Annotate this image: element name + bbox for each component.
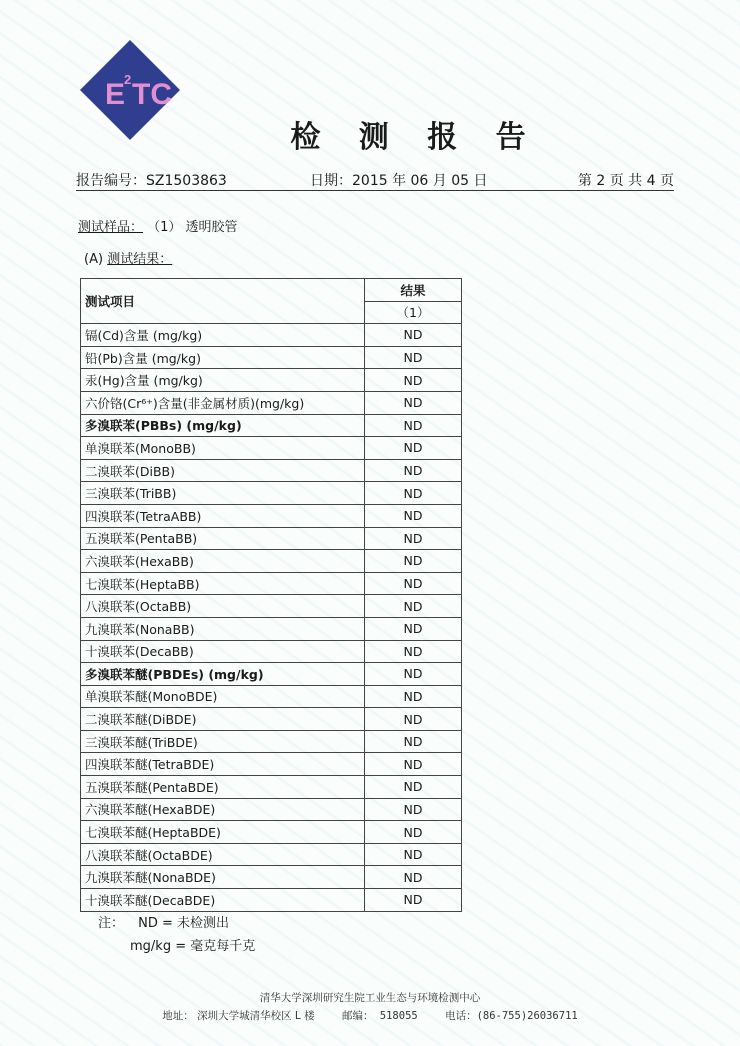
header-result: 结果 — [365, 279, 462, 302]
result-cell: ND — [365, 391, 462, 414]
footer-contact — [0, 1008, 740, 1023]
result-cell: ND — [365, 685, 462, 708]
result-cell: ND — [365, 708, 462, 731]
table-row — [81, 595, 462, 618]
test-item-cell: 单溴联苯(MonoBB) — [81, 437, 365, 460]
result-cell: ND — [365, 821, 462, 844]
test-item-cell: 汞(Hg)含量 (mg/kg) — [81, 369, 365, 392]
result-cell: ND — [365, 843, 462, 866]
test-item-cell: 四溴联苯(TetraABB) — [81, 504, 365, 527]
logo-letter-e: E — [105, 78, 126, 111]
test-item-cell: 十溴联苯(DecaBB) — [81, 640, 365, 663]
results-body — [81, 324, 462, 911]
note-mgkg: mg/kg = 毫克每千克 — [130, 939, 256, 954]
report-number: 报告编号：SZ1503863 — [76, 173, 227, 189]
result-cell: ND — [365, 753, 462, 776]
footer-address: 地址： 深圳大学城清华校区 L 楼 — [162, 1010, 315, 1022]
table-row — [81, 753, 462, 776]
table-row — [81, 776, 462, 799]
page-count: 第 2 页 共 4 页 — [577, 173, 674, 189]
result-cell: ND — [365, 459, 462, 482]
test-item-cell: 六溴联苯(HexaBB) — [81, 550, 365, 573]
table-row — [81, 730, 462, 753]
header-sample-number: （1） — [365, 301, 462, 324]
note-nd: ND = 未检测出 — [138, 916, 230, 931]
test-item-cell: 七溴联苯(HeptaBB) — [81, 572, 365, 595]
test-item-cell: 三溴联苯(TriBB) — [81, 482, 365, 505]
table-row — [81, 617, 462, 640]
test-item-cell: 单溴联苯醚(MonoBDE) — [81, 685, 365, 708]
result-cell: ND — [365, 414, 462, 437]
test-item-cell: 八溴联苯(OctaBB) — [81, 595, 365, 618]
table-row — [81, 369, 462, 392]
result-cell: ND — [365, 550, 462, 573]
result-cell: ND — [365, 572, 462, 595]
test-item-cell: 七溴联苯醚(HeptaBDE) — [81, 821, 365, 844]
test-sample-label: 测试样品： — [78, 220, 144, 235]
result-cell: ND — [365, 730, 462, 753]
table-row — [81, 482, 462, 505]
report-meta-row — [76, 168, 674, 191]
test-item-cell: 多溴联苯醚(PBDEs) (mg/kg) — [81, 663, 365, 686]
result-cell: ND — [365, 527, 462, 550]
footer-postcode: 邮编： 518055 — [341, 1010, 418, 1022]
result-cell: ND — [365, 866, 462, 889]
footer-phone: 电话：(86-755)26036711 — [445, 1010, 578, 1022]
result-cell: ND — [365, 504, 462, 527]
result-cell: ND — [365, 595, 462, 618]
test-item-cell: 二溴联苯醚(DiBDE) — [81, 708, 365, 731]
test-item-cell: 镉(Cd)含量 (mg/kg) — [81, 324, 365, 347]
report-title: 检 测 报 告 — [290, 120, 540, 155]
result-cell: ND — [365, 776, 462, 799]
table-row — [81, 821, 462, 844]
result-cell: ND — [365, 640, 462, 663]
test-item-cell: 六价铬(Cr⁶⁺)含量(非金属材质)(mg/kg) — [81, 391, 365, 414]
results-table — [80, 278, 462, 912]
table-row — [81, 640, 462, 663]
test-item-cell: 六溴联苯醚(HexaBDE) — [81, 798, 365, 821]
test-item-cell: 铅(Pb)含量 (mg/kg) — [81, 346, 365, 369]
notes-label: 注： — [98, 916, 125, 931]
section-heading — [84, 248, 172, 267]
result-cell: ND — [365, 369, 462, 392]
table-row — [81, 572, 462, 595]
table-row — [81, 391, 462, 414]
table-row — [81, 437, 462, 460]
table-row — [81, 550, 462, 573]
test-item-cell: 九溴联苯醚(NonaBDE) — [81, 866, 365, 889]
header-test-item: 测试项目 — [81, 279, 365, 324]
test-sample — [78, 216, 238, 235]
test-item-cell: 多溴联苯(PBBs) (mg/kg) — [81, 414, 365, 437]
table-row — [81, 346, 462, 369]
test-item-cell: 五溴联苯醚(PentaBDE) — [81, 776, 365, 799]
table-row — [81, 527, 462, 550]
result-cell: ND — [365, 324, 462, 347]
result-cell: ND — [365, 437, 462, 460]
table-row — [81, 504, 462, 527]
result-cell: ND — [365, 346, 462, 369]
table-row — [81, 866, 462, 889]
section-prefix: (A) — [84, 252, 104, 267]
table-row — [81, 324, 462, 347]
report-date: 日期：2015 年 06 月 05 日 — [310, 173, 488, 189]
test-item-cell: 八溴联苯醚(OctaBDE) — [81, 843, 365, 866]
table-row — [81, 708, 462, 731]
table-row — [81, 843, 462, 866]
result-cell: ND — [365, 889, 462, 912]
notes — [98, 912, 255, 958]
logo-letters-tc: TC — [132, 78, 172, 111]
table-row — [81, 663, 462, 686]
footer-organization: 清华大学深圳研究生院工业生态与环境检测中心 — [259, 992, 481, 1004]
test-item-cell: 三溴联苯醚(TriBDE) — [81, 730, 365, 753]
result-cell: ND — [365, 663, 462, 686]
table-row — [81, 889, 462, 912]
table-row — [81, 685, 462, 708]
table-row — [81, 459, 462, 482]
result-cell: ND — [365, 617, 462, 640]
logo-superscript: 2 — [124, 72, 132, 87]
test-item-cell: 九溴联苯(NonaBB) — [81, 617, 365, 640]
result-cell: ND — [365, 798, 462, 821]
test-item-cell: 四溴联苯醚(TetraBDE) — [81, 753, 365, 776]
result-cell: ND — [365, 482, 462, 505]
test-item-cell: 五溴联苯(PentaBB) — [81, 527, 365, 550]
test-item-cell: 十溴联苯醚(DecaBDE) — [81, 889, 365, 912]
table-row — [81, 414, 462, 437]
test-sample-value: （1） 透明胶管 — [147, 220, 238, 235]
table-row — [81, 798, 462, 821]
test-item-cell: 二溴联苯(DiBB) — [81, 459, 365, 482]
section-label: 测试结果： — [107, 252, 173, 267]
